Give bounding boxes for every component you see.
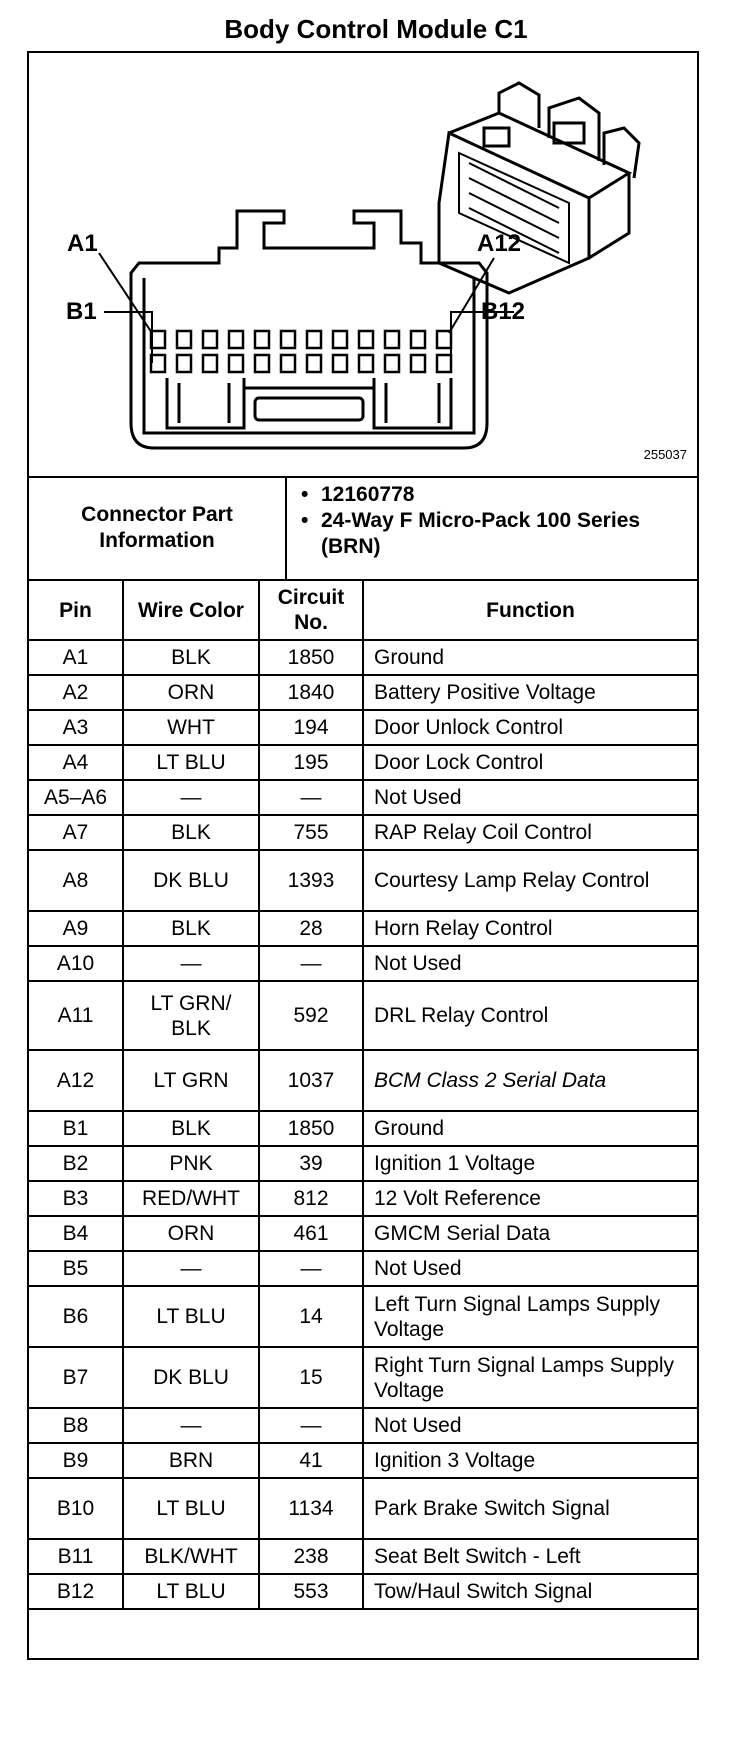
circuit-cell: — [259,780,363,815]
pin-cell: B11 [29,1539,123,1574]
pin-cell: A8 [29,850,123,911]
table-row [29,911,697,946]
pinout-table [29,579,697,1610]
table-row [29,850,697,911]
wire-color-cell: LT BLU [123,1574,259,1609]
pin-cell: B1 [29,1111,123,1146]
pin-cell: A1 [29,640,123,675]
wire-color-cell: LT GRN [123,1050,259,1111]
header-function: Function [363,580,697,640]
pin-cell: A4 [29,745,123,780]
wire-color-cell: BLK [123,640,259,675]
wire-color-cell: DK BLU [123,850,259,911]
table-row [29,1574,697,1609]
function-cell: Door Lock Control [363,745,697,780]
wire-color-cell: DK BLU [123,1347,259,1408]
pin-cell: A2 [29,675,123,710]
table-row [29,1146,697,1181]
function-cell: Horn Relay Control [363,911,697,946]
table-header-row [29,580,697,640]
circuit-cell: 755 [259,815,363,850]
function-cell: RAP Relay Coil Control [363,815,697,850]
table-row [29,780,697,815]
pin-cell: B8 [29,1408,123,1443]
table-row [29,1347,697,1408]
circuit-cell: 1840 [259,675,363,710]
circuit-cell: 41 [259,1443,363,1478]
header-circuit: Circuit No. [259,580,363,640]
circuit-cell: 592 [259,981,363,1050]
circuit-cell: 14 [259,1286,363,1347]
circuit-cell: 1850 [259,640,363,675]
wire-color-cell: LT BLU [123,1478,259,1539]
label-a1: A1 [67,230,98,257]
function-cell: Tow/Haul Switch Signal [363,1574,697,1609]
table-row [29,640,697,675]
circuit-cell: — [259,1251,363,1286]
wire-color-cell: ORN [123,675,259,710]
pin-cell: B5 [29,1251,123,1286]
function-cell: Park Brake Switch Signal [363,1478,697,1539]
function-cell: Left Turn Signal Lamps Supply Voltage [363,1286,697,1347]
table-row [29,1478,697,1539]
circuit-cell: 195 [259,745,363,780]
pin-cell: B7 [29,1347,123,1408]
wire-color-cell: LT BLU [123,745,259,780]
connector-info-label: Connector Part Information [81,502,233,552]
circuit-cell: — [259,946,363,981]
function-cell: Battery Positive Voltage [363,675,697,710]
pin-cell: A7 [29,815,123,850]
function-cell: Ignition 3 Voltage [363,1443,697,1478]
circuit-cell: 1134 [259,1478,363,1539]
connector-face [131,211,487,448]
table-row [29,1181,697,1216]
table-row [29,1408,697,1443]
wire-color-cell: LT BLU [123,1286,259,1347]
circuit-cell: 28 [259,911,363,946]
function-cell: Not Used [363,1251,697,1286]
circuit-cell: 1037 [259,1050,363,1111]
connector-face-drawing [29,53,697,476]
wire-color-cell: LT GRN/ BLK [123,981,259,1050]
table-row [29,1111,697,1146]
figure-number: 255037 [643,447,687,462]
header-wire-color: Wire Color [123,580,259,640]
table-row [29,981,697,1050]
pin-cell: A3 [29,710,123,745]
wire-color-cell: — [123,780,259,815]
table-row [29,745,697,780]
table-row [29,675,697,710]
function-cell: DRL Relay Control [363,981,697,1050]
function-cell: Ignition 1 Voltage [363,1146,697,1181]
circuit-cell: — [259,1408,363,1443]
circuit-cell: 15 [259,1347,363,1408]
function-cell: BCM Class 2 Serial Data [363,1050,697,1111]
circuit-cell: 461 [259,1216,363,1251]
wire-color-cell: PNK [123,1146,259,1181]
function-cell: Door Unlock Control [363,710,697,745]
table-row [29,710,697,745]
table-row [29,1286,697,1347]
page-title: Body Control Module C1 [224,14,528,44]
pin-cell: B9 [29,1443,123,1478]
function-cell: Not Used [363,946,697,981]
pin-cell: A10 [29,946,123,981]
pin-cell: B2 [29,1146,123,1181]
table-row [29,1050,697,1111]
wire-color-cell: BRN [123,1443,259,1478]
wire-color-cell: BLK [123,911,259,946]
wire-color-cell: — [123,1251,259,1286]
part-number: • 12160778 [299,482,689,508]
circuit-cell: 1393 [259,850,363,911]
circuit-cell: 812 [259,1181,363,1216]
wire-color-cell: RED/WHT [123,1181,259,1216]
function-cell: GMCM Serial Data [363,1216,697,1251]
table-row [29,1443,697,1478]
connector-sheet [27,51,699,1660]
wire-color-cell: BLK/WHT [123,1539,259,1574]
connector-part-info [29,476,697,581]
wire-color-cell: — [123,1408,259,1443]
label-a12: A12 [477,230,522,257]
table-row [29,1251,697,1286]
table-row [29,1539,697,1574]
pin-cell: A11 [29,981,123,1050]
wire-color-cell: BLK [123,1111,259,1146]
function-cell: Ground [363,640,697,675]
circuit-cell: 194 [259,710,363,745]
pin-cell: B12 [29,1574,123,1609]
connector-info-items [299,482,689,560]
wire-color-cell: — [123,946,259,981]
function-cell: Not Used [363,780,697,815]
pin-cell: B3 [29,1181,123,1216]
circuit-cell: 39 [259,1146,363,1181]
circuit-cell: 1850 [259,1111,363,1146]
pin-cell: A12 [29,1050,123,1111]
wire-color-cell: ORN [123,1216,259,1251]
circuit-cell: 238 [259,1539,363,1574]
function-cell: 12 Volt Reference [363,1181,697,1216]
label-b1: B1 [66,298,97,325]
pin-cell: A9 [29,911,123,946]
function-cell: Not Used [363,1408,697,1443]
pin-cell: B4 [29,1216,123,1251]
function-cell: Right Turn Signal Lamps Supply Voltage [363,1347,697,1408]
table-row [29,946,697,981]
pin-cell: B6 [29,1286,123,1347]
wire-color-cell: WHT [123,710,259,745]
connector-diagram [29,53,697,478]
circuit-cell: 553 [259,1574,363,1609]
connector-description: • 24-Way F Micro-Pack 100 Series (BRN) [299,508,689,560]
wire-color-cell: BLK [123,815,259,850]
pin-cell: B10 [29,1478,123,1539]
function-cell: Ground [363,1111,697,1146]
header-pin: Pin [29,580,123,640]
label-b12: B12 [481,298,526,325]
function-cell: Seat Belt Switch - Left [363,1539,697,1574]
function-cell: Courtesy Lamp Relay Control [363,850,697,911]
table-row [29,815,697,850]
pin-cell: A5–A6 [29,780,123,815]
table-row [29,1216,697,1251]
connector-info-label-cell [29,476,287,579]
pin-cavities [151,331,451,372]
